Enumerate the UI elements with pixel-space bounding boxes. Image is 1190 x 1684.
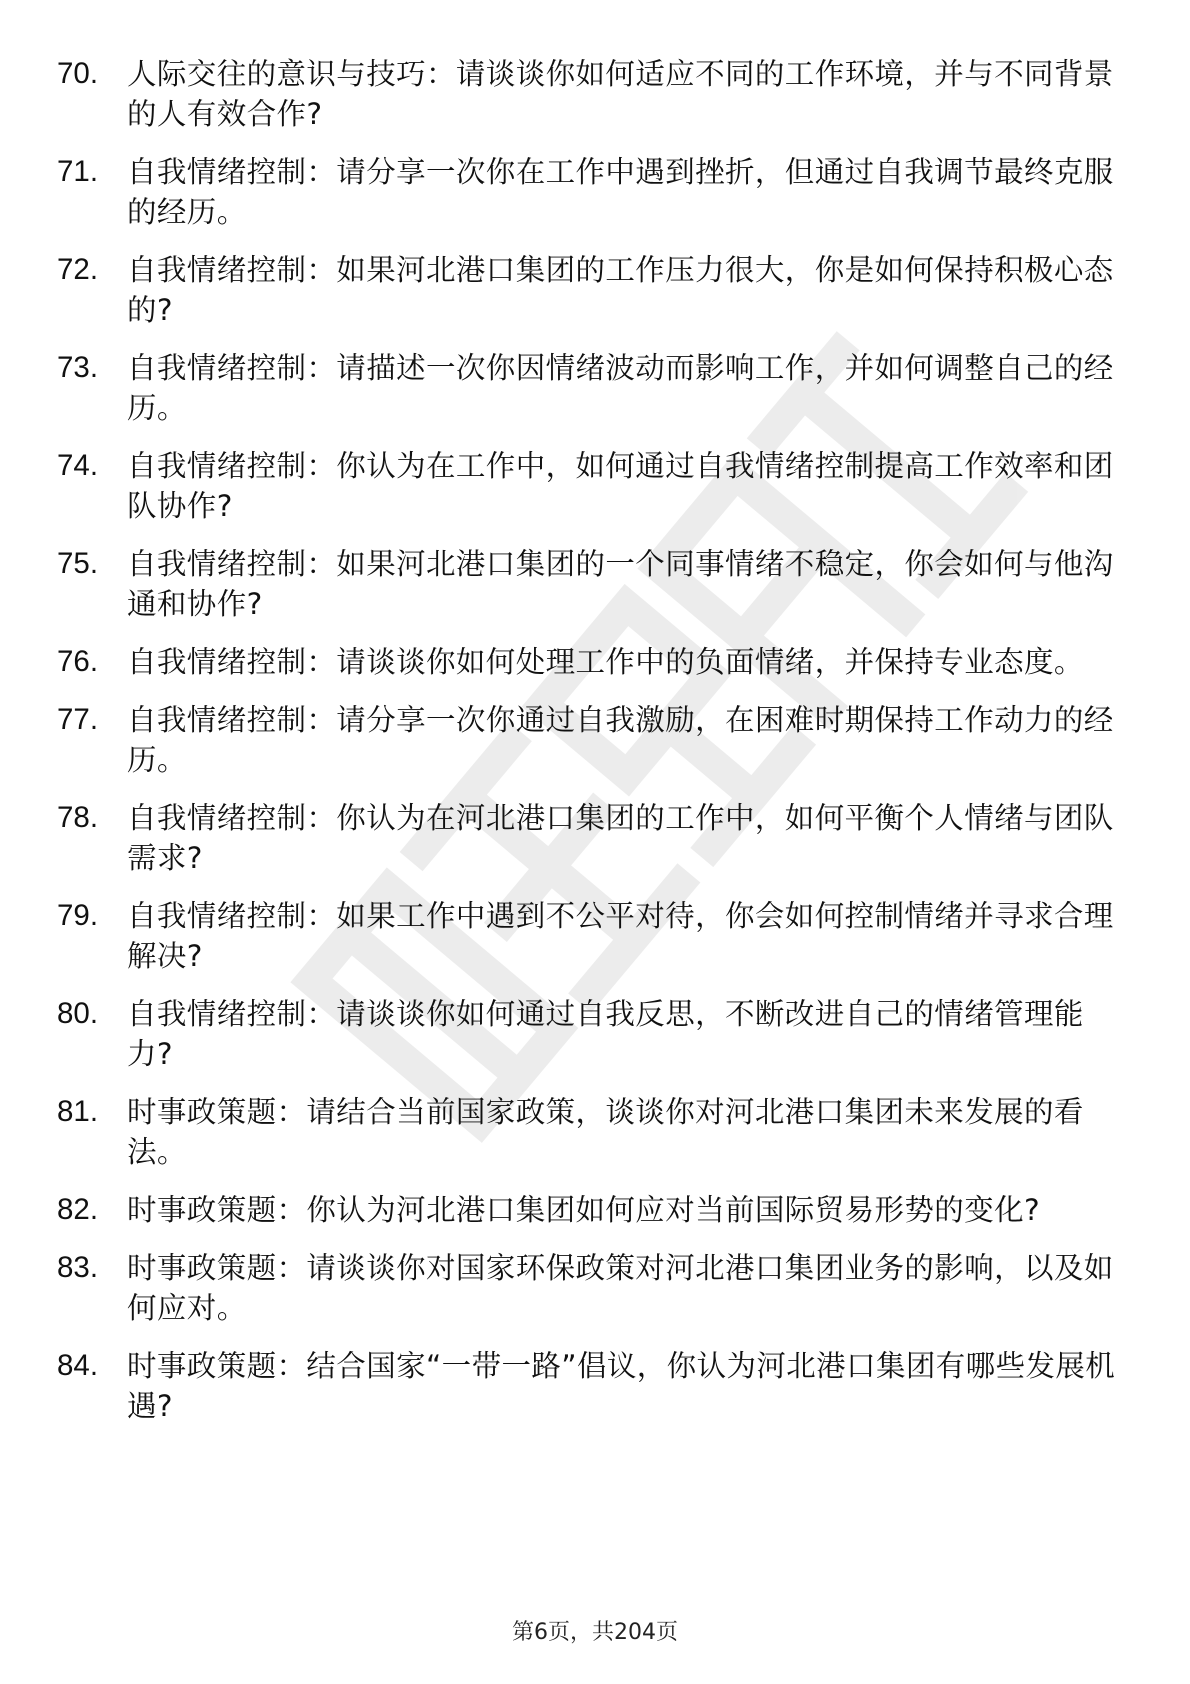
question-item bbox=[57, 896, 1117, 976]
question-number: 82. bbox=[57, 1193, 99, 1226]
question-item bbox=[57, 54, 1117, 134]
question-item bbox=[57, 700, 1117, 780]
question-item bbox=[57, 250, 1117, 330]
question-number: 76. bbox=[57, 645, 99, 678]
question-text: 自我情绪控制：请谈谈你如何通过自我反思，不断改进自己的情绪管理能力? bbox=[127, 997, 1084, 1071]
question-text: 时事政策题：请结合当前国家政策，谈谈你对河北港口集团未来发展的看法。 bbox=[127, 1095, 1084, 1169]
question-text: 自我情绪控制：你认为在工作中，如何通过自我情绪控制提高工作效率和团队协作? bbox=[127, 449, 1114, 523]
question-number: 80. bbox=[57, 997, 99, 1030]
question-number: 73. bbox=[57, 351, 99, 384]
question-item bbox=[57, 348, 1117, 428]
page-number-label: 第6页，共204页 bbox=[512, 1620, 678, 1645]
question-number: 77. bbox=[57, 703, 99, 736]
question-number: 74. bbox=[57, 449, 99, 482]
question-item bbox=[57, 994, 1117, 1074]
question-text: 自我情绪控制：如果河北港口集团的工作压力很大，你是如何保持积极心态的? bbox=[127, 253, 1114, 327]
question-item bbox=[57, 1248, 1117, 1328]
question-text: 自我情绪控制：请分享一次你在工作中遇到挫折，但通过自我调节最终克服的经历。 bbox=[127, 155, 1114, 229]
question-text: 自我情绪控制：请分享一次你通过自我激励，在困难时期保持工作动力的经历。 bbox=[127, 703, 1114, 777]
question-item bbox=[57, 1092, 1117, 1172]
question-text: 人际交往的意识与技巧：请谈谈你如何适应不同的工作环境，并与不同背景的人有效合作? bbox=[127, 57, 1114, 131]
question-number: 81. bbox=[57, 1095, 99, 1128]
question-number: 70. bbox=[57, 57, 99, 90]
question-number: 71. bbox=[57, 155, 99, 188]
question-text: 自我情绪控制：请描述一次你因情绪波动而影响工作，并如何调整自己的经历。 bbox=[127, 351, 1114, 425]
question-item bbox=[57, 544, 1117, 624]
question-number: 78. bbox=[57, 801, 99, 834]
question-text: 时事政策题：你认为河北港口集团如何应对当前国际贸易形势的变化? bbox=[127, 1193, 1041, 1227]
question-number: 83. bbox=[57, 1251, 99, 1284]
question-text: 自我情绪控制：请谈谈你如何处理工作中的负面情绪，并保持专业态度。 bbox=[127, 645, 1084, 679]
question-text: 时事政策题：请谈谈你对国家环保政策对河北港口集团业务的影响，以及如何应对。 bbox=[127, 1251, 1114, 1325]
question-text: 自我情绪控制：如果河北港口集团的一个同事情绪不稳定，你会如何与他沟通和协作? bbox=[127, 547, 1114, 621]
question-item bbox=[57, 1346, 1117, 1426]
question-item bbox=[57, 798, 1117, 878]
question-text: 自我情绪控制：如果工作中遇到不公平对待，你会如何控制情绪并寻求合理解决? bbox=[127, 899, 1114, 973]
question-item bbox=[57, 642, 1117, 682]
question-text: 自我情绪控制：你认为在河北港口集团的工作中，如何平衡个人情绪与团队需求? bbox=[127, 801, 1114, 875]
question-number: 75. bbox=[57, 547, 99, 580]
question-number: 72. bbox=[57, 253, 99, 286]
question-item bbox=[57, 152, 1117, 232]
question-item bbox=[57, 1190, 1117, 1230]
page-footer bbox=[0, 1618, 1190, 1648]
question-text: 时事政策题：结合国家“一带一路”倡议，你认为河北港口集团有哪些发展机遇? bbox=[127, 1349, 1116, 1423]
question-number: 84. bbox=[57, 1349, 99, 1382]
question-list bbox=[57, 54, 1117, 1444]
question-item bbox=[57, 446, 1117, 526]
question-number: 79. bbox=[57, 899, 99, 932]
